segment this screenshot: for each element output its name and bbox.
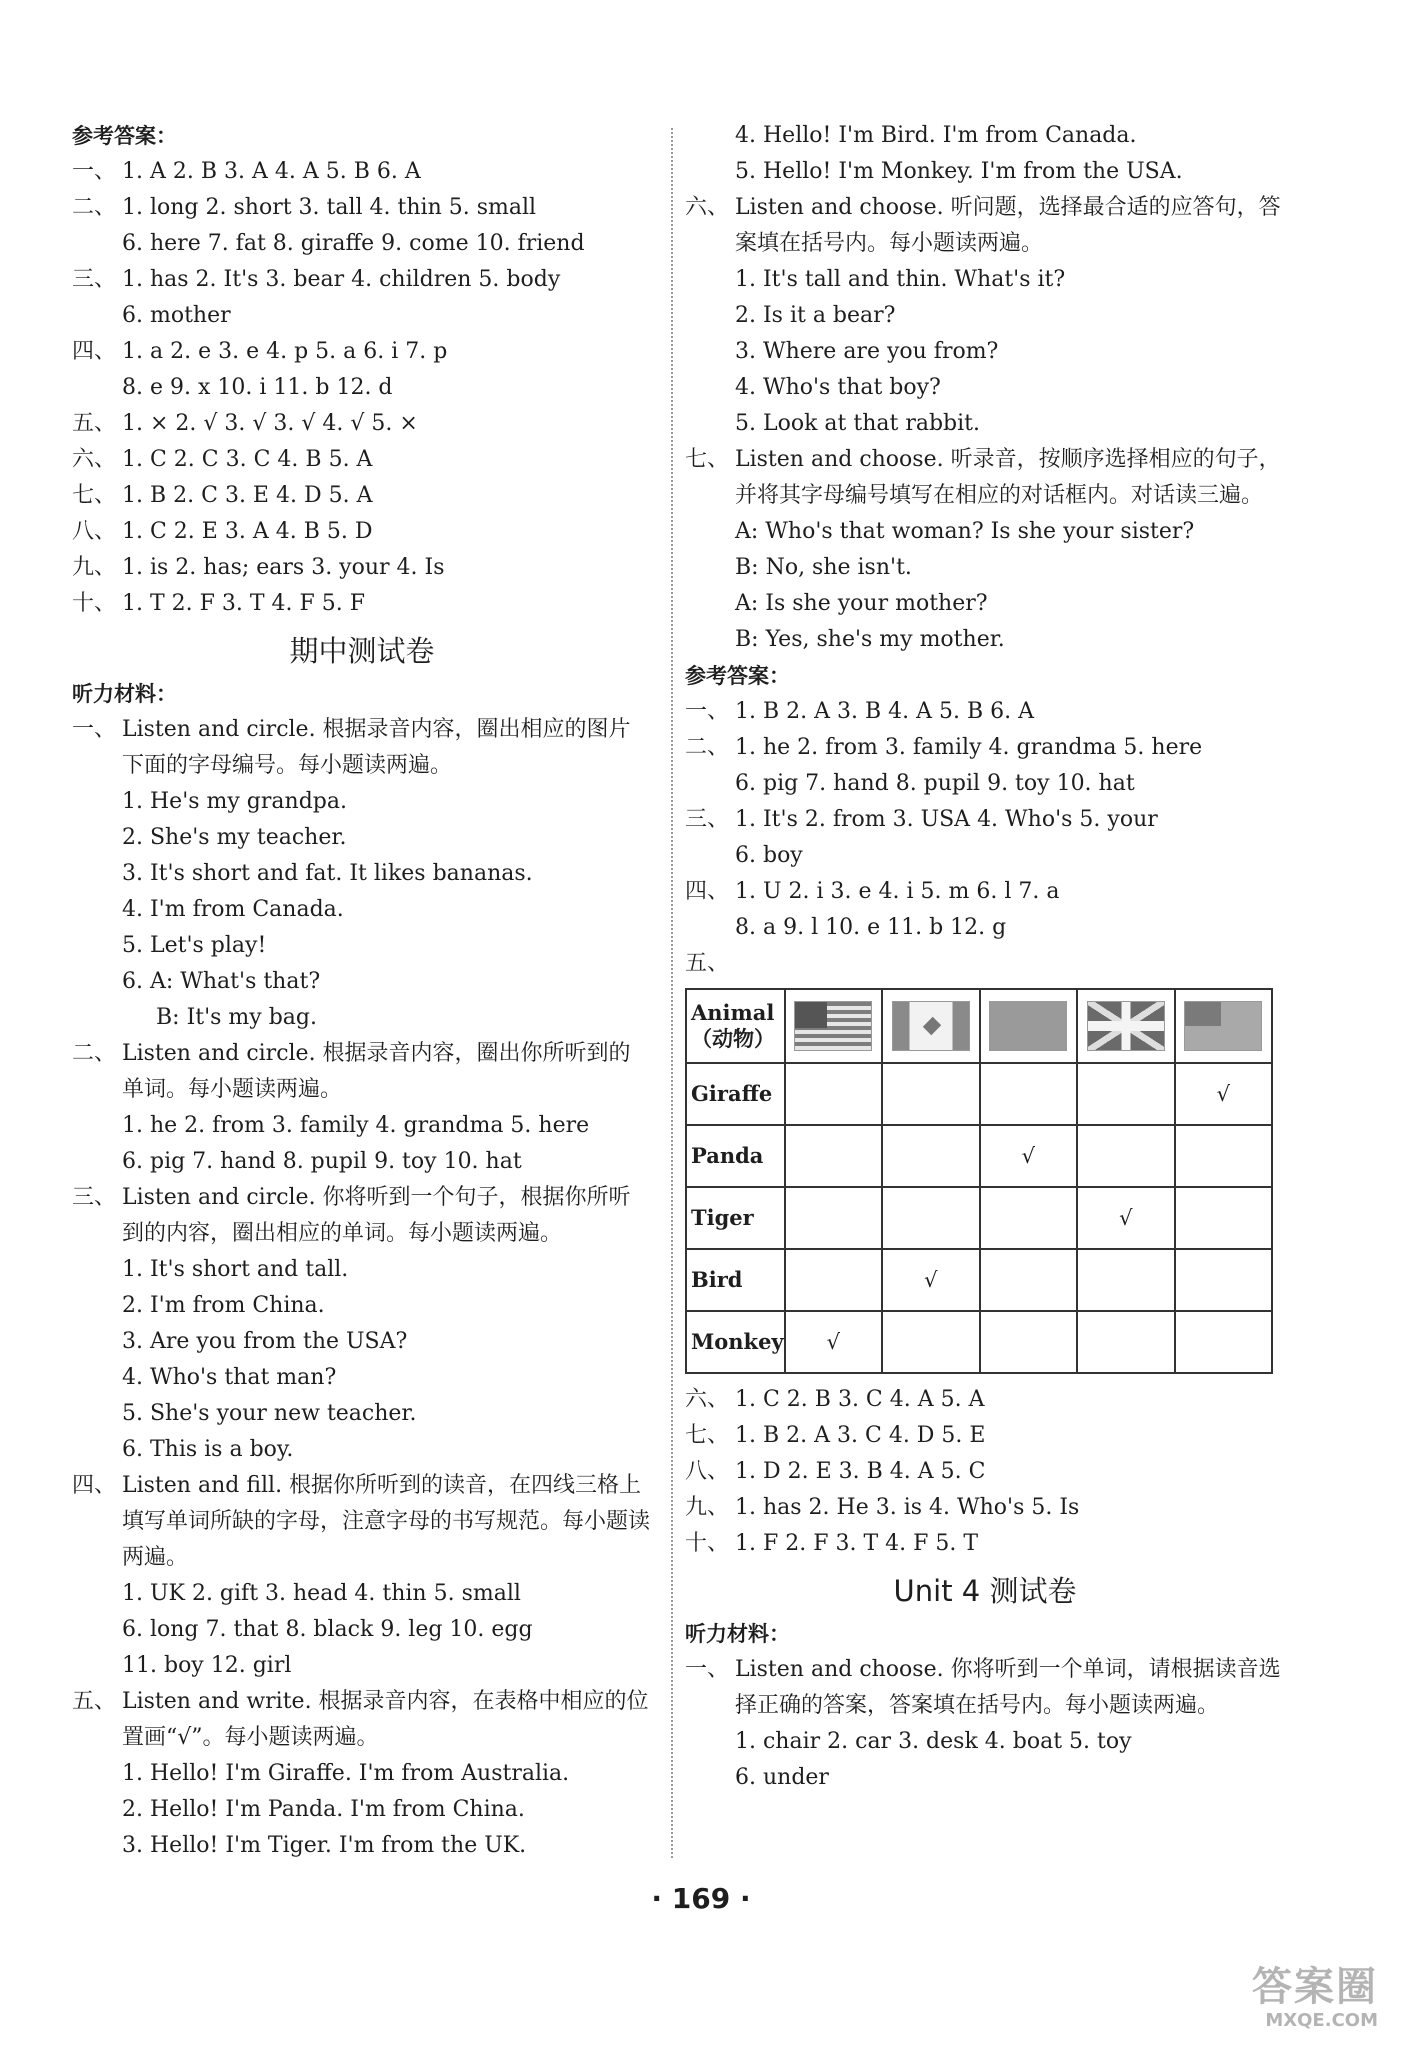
answer-text: 1. long 2. short 3. tall 4. thin 5. small	[122, 195, 537, 220]
check-cell	[882, 1187, 979, 1249]
list-item: 2. I'm from China.	[122, 1293, 325, 1318]
answer-line	[685, 802, 1285, 838]
answer-list	[685, 1382, 1285, 1562]
section-title	[685, 190, 1285, 262]
uk-flag	[1087, 1001, 1165, 1051]
section-instruction: Listen and circle. 你将听到一个句子，根据你所听到的内容，圈出相应的单词。每小题读两遍。	[122, 1185, 631, 1246]
list-item: 2. Is it a bear?	[735, 303, 896, 328]
answer-line	[72, 406, 652, 442]
answer-text: 6. pig 7. hand 8. pupil 9. toy 10. hat	[735, 771, 1135, 796]
question-number: 三、	[72, 267, 117, 292]
check-cell	[882, 1311, 979, 1373]
answer-text: 1. is 2. has; ears 3. your 4. Is	[122, 555, 445, 580]
answer-text: 1. he 2. from 3. family 4. grandma 5. here	[735, 735, 1203, 760]
list-item: 1. chair 2. car 3. desk 4. boat 5. toy	[735, 1729, 1132, 1754]
list-item: 1. It's short and tall.	[122, 1257, 349, 1282]
continued-items	[685, 118, 1285, 190]
answer-line	[72, 586, 652, 622]
answer-text: 1. A 2. B 3. A 4. A 5. B 6. A	[122, 159, 421, 184]
list-item: 5. She's your new teacher.	[122, 1401, 417, 1426]
question-number: 二、	[72, 195, 117, 220]
list-item: 2. Hello! I'm Panda. I'm from China.	[122, 1797, 525, 1822]
answer-line	[72, 262, 652, 298]
list-item: 6. A: What's that?	[122, 969, 321, 994]
check-cell	[980, 1063, 1077, 1125]
answer-line	[685, 910, 1285, 946]
answer-text: 6. mother	[122, 303, 231, 328]
check-cell	[1077, 1063, 1174, 1125]
left-column	[72, 118, 652, 1864]
check-cell	[785, 1187, 882, 1249]
section-number: 六、	[685, 195, 730, 220]
flag-cell	[1077, 989, 1174, 1063]
answer-line	[685, 1454, 1285, 1490]
list-item: B: Yes, she's my mother.	[735, 627, 1005, 652]
animal-name: Tiger	[686, 1187, 785, 1249]
question-number: 十、	[685, 1531, 730, 1556]
answer-line	[685, 766, 1285, 802]
section-instruction: Listen and choose. 你将听到一个单词，请根据读音选择正确的答案，答案填在括号内。每小题读两遍。	[735, 1657, 1281, 1718]
answer-text: 1. has 2. It's 3. bear 4. children 5. body	[122, 267, 561, 292]
list-item: 4. Who's that boy?	[735, 375, 941, 400]
unit4-section	[685, 1652, 1285, 1796]
answers-heading: 参考答案：	[685, 664, 790, 688]
section-number: 三、	[72, 1185, 117, 1210]
answer-line	[72, 478, 652, 514]
answer-text: 1. C 2. B 3. C 4. A 5. A	[735, 1387, 985, 1412]
question-number: 九、	[72, 555, 117, 580]
section-number: 五、	[72, 1689, 117, 1714]
check-cell	[1077, 1125, 1174, 1187]
list-item: 1. UK 2. gift 3. head 4. thin 5. small	[122, 1581, 521, 1606]
answer-text: 1. T 2. F 3. T 4. F 5. F	[122, 591, 366, 616]
list-item: 1. He's my grandpa.	[122, 789, 347, 814]
answer-text: 6. boy	[735, 843, 803, 868]
check-cell	[980, 1249, 1077, 1311]
table-label: 五、	[685, 951, 730, 976]
answer-line	[72, 334, 652, 370]
listening-sections	[72, 712, 652, 1864]
section-instruction: Listen and choose. 听录音，按顺序选择相应的句子，并将其字母编号填写在相应的对话框内。对话读三遍。	[735, 447, 1281, 508]
list-item: 1. he 2. from 3. family 4. grandma 5. here	[122, 1113, 590, 1138]
animal-country-table	[685, 988, 1273, 1374]
answer-line	[685, 1526, 1285, 1562]
answer-line	[72, 298, 652, 334]
table-row	[686, 1311, 1272, 1373]
check-cell	[785, 1249, 882, 1311]
check-cell: √	[785, 1311, 882, 1373]
section-instruction: Listen and write. 根据录音内容，在表格中相应的位置画“√”。每小题读两遍。	[122, 1689, 649, 1750]
answer-text: 1. F 2. F 3. T 4. F 5. T	[735, 1531, 979, 1556]
watermark-brand: 答案圈	[1252, 1964, 1378, 2010]
list-item: 3. Where are you from?	[735, 339, 999, 364]
australia-flag	[1184, 1001, 1262, 1051]
question-number: 五、	[72, 411, 117, 436]
list-item: B: It's my bag.	[156, 1005, 317, 1030]
answer-line	[685, 694, 1285, 730]
question-number: 四、	[72, 339, 117, 364]
answer-line	[72, 190, 652, 226]
table-row	[686, 1125, 1272, 1187]
listening-heading: 听力材料：	[72, 682, 177, 706]
right-column	[685, 118, 1285, 1796]
section-number: 一、	[72, 717, 117, 742]
check-cell	[1175, 1249, 1272, 1311]
answer-text: 1. It's 2. from 3. USA 4. Who's 5. your	[735, 807, 1158, 832]
answers-heading: 参考答案：	[72, 124, 177, 148]
answer-text: 1. B 2. C 3. E 4. D 5. A	[122, 483, 373, 508]
section-title	[72, 1036, 652, 1108]
table-row	[686, 1187, 1272, 1249]
answer-text: 1. has 2. He 3. is 4. Who's 5. Is	[735, 1495, 1080, 1520]
question-number: 一、	[685, 699, 730, 724]
check-cell: √	[980, 1125, 1077, 1187]
list-item: 6. This is a boy.	[122, 1437, 294, 1462]
answer-text: 1. U 2. i 3. e 4. i 5. m 6. l 7. a	[735, 879, 1060, 904]
answer-line	[72, 550, 652, 586]
list-item: 5. Look at that rabbit.	[735, 411, 980, 436]
check-cell: √	[1077, 1187, 1174, 1249]
list-item: A: Is she your mother?	[735, 591, 988, 616]
list-item: A: Who's that woman? Is she your sister?	[735, 519, 1195, 544]
answer-text: 8. e 9. x 10. i 11. b 12. d	[122, 375, 393, 400]
check-cell	[1077, 1311, 1174, 1373]
section-instruction: Listen and fill. 根据你所听到的读音，在四线三格上填写单词所缺的字母，注意字母的书写规范。每小题读两遍。	[122, 1473, 651, 1570]
section-number: 四、	[72, 1473, 117, 1498]
watermark-url: MXQE.COM	[1265, 2010, 1378, 2031]
animal-name: Bird	[686, 1249, 785, 1311]
check-cell	[980, 1311, 1077, 1373]
answer-list	[72, 154, 652, 622]
question-number: 六、	[685, 1387, 730, 1412]
check-cell	[1175, 1311, 1272, 1373]
animal-name: Giraffe	[686, 1063, 785, 1125]
column-divider	[671, 128, 673, 1858]
listening-heading: 听力材料：	[685, 1622, 790, 1646]
check-cell	[785, 1125, 882, 1187]
question-number: 一、	[72, 159, 117, 184]
list-item: 3. It's short and fat. It likes bananas.	[122, 861, 533, 886]
question-number: 四、	[685, 879, 730, 904]
animal-name: Monkey	[686, 1311, 785, 1373]
list-item: 1. Hello! I'm Giraffe. I'm from Australia.	[122, 1761, 570, 1786]
answer-text: 1. a 2. e 3. e 4. p 5. a 6. i 7. p	[122, 339, 448, 364]
question-number: 十、	[72, 591, 117, 616]
canada-flag	[892, 1001, 970, 1051]
list-item: 3. Hello! I'm Tiger. I'm from the UK.	[122, 1833, 527, 1858]
listening-sections	[685, 190, 1285, 658]
question-number: 八、	[72, 519, 117, 544]
list-item: B: No, she isn't.	[735, 555, 912, 580]
check-cell	[1077, 1249, 1174, 1311]
section-number: 一、	[685, 1657, 730, 1682]
list-item: 1. It's tall and thin. What's it?	[735, 267, 1066, 292]
flag-cell	[1175, 989, 1272, 1063]
list-item: 11. boy 12. girl	[122, 1653, 292, 1678]
check-cell: √	[882, 1249, 979, 1311]
answer-text: 1. × 2. √ 3. √ 3. √ 4. √ 5. ×	[122, 411, 418, 436]
answer-text: 1. D 2. E 3. B 4. A 5. C	[735, 1459, 986, 1484]
list-item: 4. I'm from Canada.	[122, 897, 344, 922]
answer-line	[72, 514, 652, 550]
answer-line	[72, 154, 652, 190]
section-title	[72, 1468, 652, 1576]
section-instruction: Listen and circle. 根据录音内容，圈出你所听到的单词。每小题读两遍。	[122, 1041, 631, 1102]
check-cell	[785, 1063, 882, 1125]
answer-text: 8. a 9. l 10. e 11. b 12. g	[735, 915, 1007, 940]
list-item: 2. She's my teacher.	[122, 825, 347, 850]
answer-line	[72, 226, 652, 262]
question-number: 六、	[72, 447, 117, 472]
table-row	[686, 1249, 1272, 1311]
list-item: 3. Are you from the USA?	[122, 1329, 408, 1354]
answer-line	[685, 838, 1285, 874]
answer-text: 1. B 2. A 3. B 4. A 5. B 6. A	[735, 699, 1035, 724]
answer-list	[685, 694, 1285, 946]
question-number: 三、	[685, 807, 730, 832]
check-cell	[882, 1125, 979, 1187]
section-title	[72, 712, 652, 784]
answer-line	[685, 1382, 1285, 1418]
answer-line	[72, 442, 652, 478]
answer-text: 1. C 2. C 3. C 4. B 5. A	[122, 447, 373, 472]
check-cell	[882, 1063, 979, 1125]
section-title	[685, 1652, 1285, 1724]
check-cell	[980, 1187, 1077, 1249]
list-item: 4. Who's that man?	[122, 1365, 337, 1390]
list-item: 6. under	[735, 1765, 829, 1790]
question-number: 七、	[685, 1423, 730, 1448]
answer-line	[685, 1418, 1285, 1454]
section-number: 七、	[685, 447, 730, 472]
question-number: 九、	[685, 1495, 730, 1520]
china-flag	[989, 1001, 1067, 1051]
check-cell	[1175, 1125, 1272, 1187]
check-cell	[1175, 1187, 1272, 1249]
section-instruction: Listen and circle. 根据录音内容，圈出相应的图片下面的字母编号。每小题读两遍。	[122, 717, 631, 778]
section-title	[72, 1684, 652, 1756]
section-instruction: Listen and choose. 听问题，选择最合适的应答句，答案填在括号内。每小题读两遍。	[735, 195, 1281, 256]
question-number: 二、	[685, 735, 730, 760]
usa-flag	[794, 1001, 872, 1051]
list-item: 4. Hello! I'm Bird. I'm from Canada.	[735, 123, 1137, 148]
section-title	[685, 442, 1285, 514]
flag-cell	[785, 989, 882, 1063]
table-row	[686, 1063, 1272, 1125]
check-cell: √	[1175, 1063, 1272, 1125]
question-number: 八、	[685, 1459, 730, 1484]
flag-cell	[882, 989, 979, 1063]
flag-cell	[980, 989, 1077, 1063]
answer-line	[685, 874, 1285, 910]
answer-line	[685, 730, 1285, 766]
answer-text: 1. B 2. A 3. C 4. D 5. E	[735, 1423, 986, 1448]
section-number: 二、	[72, 1041, 117, 1066]
midterm-title: 期中测试卷	[289, 634, 435, 668]
unit4-title: Unit 4 测试卷	[893, 1574, 1077, 1608]
list-item: 5. Let's play!	[122, 933, 267, 958]
answer-text: 1. C 2. E 3. A 4. B 5. D	[122, 519, 373, 544]
section-title	[72, 1180, 652, 1252]
answer-line	[685, 1490, 1285, 1526]
page-number: · 169 ·	[651, 1882, 751, 1915]
table-header-row	[686, 989, 1272, 1063]
animal-header: Animal（动物）	[686, 989, 785, 1063]
list-item: 5. Hello! I'm Monkey. I'm from the USA.	[735, 159, 1183, 184]
question-number: 七、	[72, 483, 117, 508]
answer-text: 6. here 7. fat 8. giraffe 9. come 10. friend	[122, 231, 585, 256]
answer-line	[72, 370, 652, 406]
list-item: 6. pig 7. hand 8. pupil 9. toy 10. hat	[122, 1149, 522, 1174]
list-item: 6. long 7. that 8. black 9. leg 10. egg	[122, 1617, 533, 1642]
watermark-logo	[1128, 1964, 1378, 2036]
animal-name: Panda	[686, 1125, 785, 1187]
